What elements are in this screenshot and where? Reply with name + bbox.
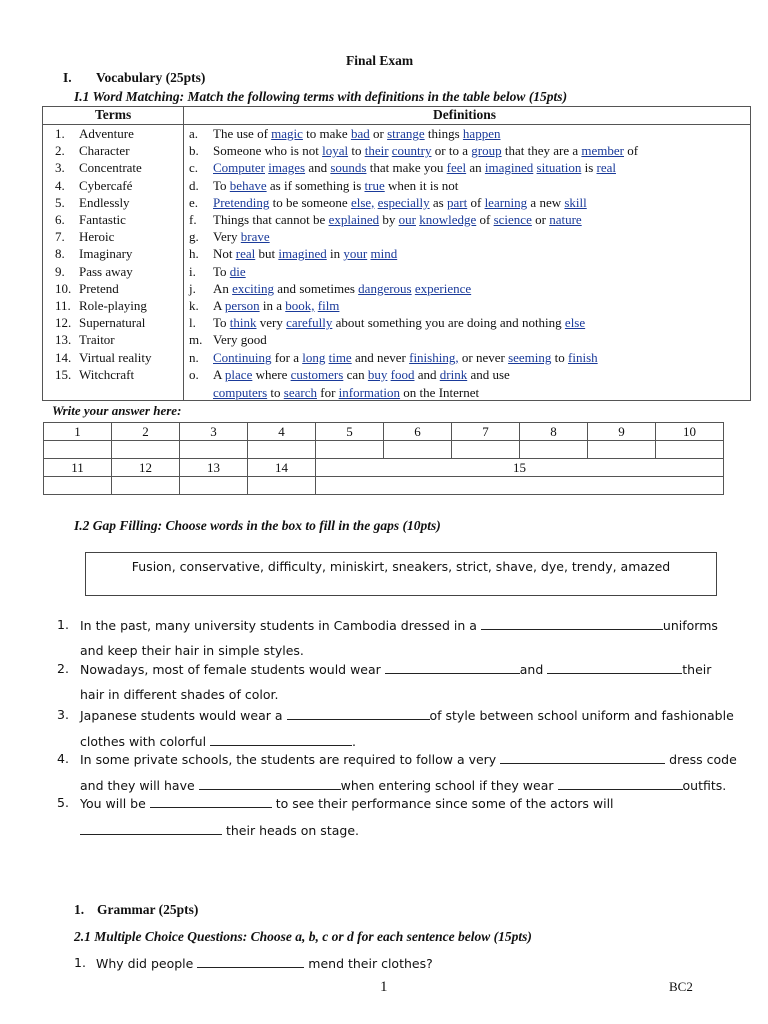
answer-blank[interactable] — [481, 617, 663, 630]
mc-question-1 — [74, 955, 86, 970]
question-text: to see their performance since some of the actors will — [271, 796, 614, 811]
definition-link[interactable]: country — [391, 143, 432, 159]
question-text: . — [352, 734, 357, 749]
terms-header: Terms — [95, 107, 132, 122]
term-number: 8. — [55, 246, 65, 262]
definition-link[interactable]: finishing, — [409, 349, 459, 365]
definition-letter: o. — [189, 366, 199, 382]
gap-question-1-cont — [80, 643, 304, 658]
definition-link[interactable]: experience — [414, 280, 472, 296]
term: Adventure — [79, 126, 134, 141]
definition-link[interactable]: skill — [564, 194, 587, 210]
term-number: 13. — [55, 332, 72, 348]
gap-question-3-cont — [80, 733, 356, 749]
definition-link[interactable]: part — [447, 194, 468, 210]
definition-link[interactable]: member — [581, 143, 624, 159]
gap-question-4 — [57, 751, 69, 766]
definition-link[interactable]: Computer — [213, 160, 265, 176]
answer-number-cell: 5 — [316, 423, 384, 441]
answer-input-cell[interactable] — [180, 477, 248, 495]
answer-input-cell[interactable] — [452, 441, 520, 459]
definition-link[interactable]: situation — [536, 160, 582, 176]
definition-text: Continuing for a long time and never finishing, or never seeming to finish — [213, 349, 598, 365]
question-text: mend their clothes? — [304, 956, 433, 971]
answer-input-cell[interactable] — [248, 477, 316, 495]
definition-letter: j. — [189, 280, 196, 296]
answer-input-cell[interactable] — [588, 441, 656, 459]
gap-question-3-text — [80, 707, 734, 723]
definition-link[interactable]: computers — [213, 385, 268, 400]
part-multiple-choice-title: 2.1 Multiple Choice Questions: Choose a, b, c or d for each sentence below (15pts) — [74, 929, 532, 944]
definition-text: Pretending to be someone else, especially as part of learning a new skill — [213, 194, 587, 210]
definition-link[interactable]: their — [364, 143, 389, 159]
definitions-header: Definitions — [433, 107, 497, 122]
question-number: 4. — [57, 751, 69, 766]
definition-link[interactable]: search — [283, 385, 317, 400]
definition-link[interactable]: dangerous — [358, 280, 412, 296]
definition-letter: h. — [189, 246, 199, 262]
definition-letter: c. — [189, 160, 199, 176]
answer-number-cell: 9 — [588, 423, 656, 441]
definition-link[interactable]: customers — [290, 366, 344, 382]
table-row — [43, 349, 750, 366]
definition-text: Not real but imagined in your mind — [213, 246, 398, 262]
answer-input-cell[interactable] — [112, 477, 180, 495]
definition-link[interactable]: place — [224, 366, 253, 382]
definition-link[interactable]: strange — [387, 126, 425, 141]
definition-link[interactable]: buy — [367, 366, 388, 382]
term-number: 10. — [55, 280, 72, 296]
answer-input-row-1 — [44, 441, 724, 459]
question-number: 3. — [57, 707, 69, 722]
question-number: 1. — [57, 617, 69, 632]
term: Traitor — [79, 332, 115, 348]
definition-link[interactable]: real — [235, 246, 256, 262]
definition-link[interactable]: imagined — [278, 246, 327, 262]
answer-number-cell: 4 — [248, 423, 316, 441]
answer-blank[interactable] — [210, 733, 352, 746]
question-text: and — [519, 662, 548, 677]
table-row — [43, 280, 750, 297]
definition-text: The use of magic to make bad or strange things happen — [213, 126, 501, 141]
term-number: 1. — [55, 126, 65, 141]
definition-letter: b. — [189, 143, 199, 159]
question-text: uniforms — [662, 618, 718, 633]
term: Endlessly — [79, 194, 130, 210]
definition-text: An exciting and sometimes dangerous experience — [213, 280, 472, 296]
definition-link[interactable]: science — [493, 212, 532, 227]
definition-text: A person in a book, film — [213, 298, 340, 313]
term-number: 12. — [55, 315, 72, 331]
table-row — [43, 331, 750, 348]
definition-link[interactable]: brave — [240, 229, 270, 245]
answer-blank[interactable] — [558, 777, 683, 790]
answer-number-cell: 10 — [656, 423, 724, 441]
answer-number-cell: 6 — [384, 423, 452, 441]
gap-question-3 — [57, 707, 69, 722]
question-text: outfits. — [682, 778, 727, 793]
answer-number-cell: 15 — [316, 459, 724, 477]
term-number: 9. — [55, 263, 65, 279]
definition-link[interactable]: book, — [285, 298, 315, 313]
term: Witchcraft — [79, 366, 135, 382]
definition-link[interactable]: person — [224, 298, 260, 313]
answer-blank[interactable] — [287, 707, 430, 720]
term-number: 5. — [55, 194, 65, 210]
term: Imaginary — [79, 246, 133, 262]
definition-link[interactable]: true — [364, 177, 385, 193]
answer-number-cell: 14 — [248, 459, 316, 477]
definition-link[interactable]: seeming — [508, 349, 552, 365]
definition-link[interactable]: real — [596, 160, 616, 176]
definition-link[interactable]: information — [338, 385, 401, 400]
answer-blank[interactable] — [500, 751, 665, 764]
question-number: 1. — [74, 955, 86, 970]
definition-link[interactable]: learning — [484, 194, 528, 210]
page-title: Final Exam — [346, 53, 414, 68]
definition-link[interactable]: feel — [446, 160, 467, 176]
gap-question-2-cont — [80, 687, 278, 702]
term: Pretend — [79, 280, 119, 296]
answer-input-cell[interactable] — [316, 477, 724, 495]
answer-header-row-2 — [44, 459, 724, 477]
definition-continuation: computers to search for information on the Internet — [213, 385, 480, 400]
answer-input-cell[interactable] — [180, 441, 248, 459]
answer-label: Write your answer here: — [52, 403, 182, 418]
answer-number-cell: 13 — [180, 459, 248, 477]
definition-link[interactable]: sounds — [330, 160, 367, 176]
gap-question-2-text — [80, 661, 711, 677]
definition-letter: k. — [189, 298, 199, 313]
answer-input-cell[interactable] — [656, 441, 724, 459]
question-text: Japanese students would wear a — [80, 708, 287, 723]
definition-link[interactable]: loyal — [322, 143, 349, 159]
question-text: and keep their hair in simple styles. — [80, 643, 304, 658]
term-number: 6. — [55, 212, 65, 227]
answer-number-cell: 2 — [112, 423, 180, 441]
table-row — [43, 263, 750, 280]
table-row — [43, 194, 750, 211]
table-row — [43, 314, 750, 331]
definition-letter: e. — [189, 194, 199, 210]
definition-text: Computer images and sounds that make you feel an imagined situation is real — [213, 160, 616, 176]
term: Pass away — [79, 263, 133, 279]
definition-link[interactable]: film — [317, 298, 340, 313]
definition-text: A place where customers can buy food and drink and use — [213, 366, 510, 382]
definition-letter: f. — [189, 212, 197, 227]
definition-link[interactable]: images — [268, 160, 306, 176]
definition-link[interactable]: carefully — [286, 315, 333, 331]
table-row — [43, 142, 750, 159]
definition-letter: n. — [189, 349, 199, 365]
answer-input-cell[interactable] — [248, 441, 316, 459]
definition-text: Someone who is not loyal to their country or to a group that they are a member of — [213, 143, 639, 159]
table-row — [43, 297, 750, 314]
question-text: hair in different shades of color. — [80, 687, 279, 702]
table-row — [43, 177, 750, 194]
definition-link[interactable]: explained — [328, 212, 380, 227]
question-text: of style between school uniform and fashionable — [429, 708, 734, 723]
gap-question-1-text — [80, 617, 718, 633]
definition-link[interactable]: nature — [549, 212, 582, 227]
answer-number-cell: 11 — [44, 459, 112, 477]
section-grammar-title: Grammar (25pts) — [97, 902, 199, 917]
gap-question-1 — [57, 617, 69, 632]
answer-blank[interactable] — [385, 661, 520, 674]
definition-link[interactable]: mind — [370, 246, 398, 262]
term: Heroic — [79, 229, 115, 245]
definition-link[interactable]: group — [471, 143, 502, 159]
section-grammar-number: 1. — [74, 902, 85, 917]
definition-letter: a. — [189, 126, 199, 141]
table-row — [43, 228, 750, 245]
answer-blank[interactable] — [150, 795, 272, 808]
definition-letter: m. — [189, 332, 203, 348]
definition-letter: g. — [189, 229, 199, 245]
term: Supernatural — [79, 315, 146, 331]
term: Cybercafé — [79, 177, 133, 193]
question-text: their heads on stage. — [222, 823, 359, 838]
gap-question-2 — [57, 661, 69, 676]
word-matching-table — [42, 106, 751, 401]
question-text: In the past, many university students in Cambodia dressed in a — [80, 618, 481, 633]
answer-number-cell: 3 — [180, 423, 248, 441]
answer-blank[interactable] — [197, 955, 304, 968]
answer-input-cell[interactable] — [384, 441, 452, 459]
answer-input-cell[interactable] — [44, 477, 112, 495]
answer-blank[interactable] — [80, 822, 222, 835]
question-text: Why did people — [96, 956, 198, 971]
term-number: 15. — [55, 366, 72, 382]
definition-link[interactable]: think — [229, 315, 257, 331]
part-gap-filling-title: I.2 Gap Filling: Choose words in the box to fill in the gaps (10pts) — [74, 518, 441, 533]
answer-input-cell[interactable] — [520, 441, 588, 459]
term: Fantastic — [79, 212, 126, 227]
question-text: and they will have — [80, 778, 199, 793]
mc-question-1-text — [96, 955, 433, 971]
answer-header-row-1 — [44, 423, 724, 441]
term-number: 2. — [55, 143, 65, 159]
question-text: dress code — [665, 752, 737, 767]
table-row — [43, 211, 750, 228]
question-text: clothes with colorful — [80, 734, 211, 749]
definition-letter: l. — [189, 315, 196, 331]
term: Character — [79, 143, 130, 159]
gap-question-5-cont — [80, 822, 359, 838]
definition-link[interactable]: die — [229, 263, 246, 279]
answer-number-cell: 7 — [452, 423, 520, 441]
table-row — [43, 159, 750, 176]
definition-link[interactable]: Continuing — [213, 349, 272, 365]
definition-link[interactable]: knowledge — [419, 212, 477, 227]
definition-link[interactable]: else, — [350, 194, 375, 210]
section-vocabulary-number: I. — [63, 70, 72, 85]
answer-blank[interactable] — [199, 777, 341, 790]
answer-input-cell[interactable] — [44, 441, 112, 459]
table-row — [43, 125, 750, 142]
definition-link[interactable]: imagined — [484, 160, 534, 176]
answer-number-cell: 12 — [112, 459, 180, 477]
term: Concentrate — [79, 160, 142, 176]
definition-link[interactable]: Pretending — [213, 194, 270, 210]
definition-link[interactable]: your — [343, 246, 368, 262]
footer-code: BC2 — [669, 979, 693, 994]
answer-input-row-2 — [44, 477, 724, 495]
definition-text: To die — [213, 263, 246, 279]
answer-input-cell[interactable] — [112, 441, 180, 459]
answer-grid — [43, 422, 724, 495]
question-text: when entering school if they wear — [340, 778, 558, 793]
question-text: You will be — [80, 796, 150, 811]
part-word-matching-title: I.1 Word Matching: Match the following terms with definitions in the table below (15pts) — [74, 89, 568, 104]
definition-link[interactable]: especially — [377, 194, 430, 210]
table-row — [43, 366, 750, 383]
section-vocabulary-title: Vocabulary (25pts) — [96, 70, 206, 85]
definition-letter: d. — [189, 177, 199, 193]
gap-question-5-text — [80, 795, 614, 811]
term-number: 11. — [55, 298, 71, 313]
term: Virtual reality — [79, 349, 152, 365]
definition-link[interactable]: behave — [229, 177, 267, 193]
definition-link[interactable]: time — [328, 349, 352, 365]
definition-text: To think very carefully about something you are doing and nothing else — [213, 315, 586, 331]
question-number: 2. — [57, 661, 69, 676]
table-row — [43, 245, 750, 262]
term-number: 7. — [55, 229, 65, 245]
gap-question-4-text — [80, 751, 737, 767]
gap-question-4-cont — [80, 777, 726, 793]
term-number: 14. — [55, 349, 72, 365]
definition-link[interactable]: our — [398, 212, 416, 227]
definition-text: Very good — [213, 332, 267, 348]
definition-text: To behave as if something is true when it is not — [213, 177, 459, 193]
answer-input-cell[interactable] — [316, 441, 384, 459]
word-box-words: Fusion, conservative, difficulty, miniskirt, sneakers, strict, shave, dye, trendy, amazed — [131, 559, 671, 574]
definition-link[interactable]: long — [302, 349, 326, 365]
answer-number-cell: 8 — [520, 423, 588, 441]
question-text: In some private schools, the students are required to follow a very — [80, 752, 501, 767]
answer-number-cell: 1 — [44, 423, 112, 441]
definition-link[interactable]: exciting — [232, 280, 275, 296]
definition-link[interactable]: food — [390, 366, 415, 382]
question-number: 5. — [57, 795, 69, 810]
question-text: their — [682, 662, 712, 677]
definition-link[interactable]: magic — [271, 126, 303, 141]
page-number: 1 — [380, 979, 388, 995]
term: Role-playing — [79, 298, 147, 313]
definition-link[interactable]: bad — [350, 126, 370, 141]
definition-link[interactable]: drink — [439, 366, 468, 382]
definition-letter: i. — [189, 263, 196, 279]
answer-blank[interactable] — [547, 661, 682, 674]
definition-link[interactable]: happen — [462, 126, 501, 141]
gap-question-5 — [57, 795, 69, 810]
term-number: 4. — [55, 177, 65, 193]
definition-text: Things that cannot be explained by our knowledge of science or nature — [213, 212, 582, 227]
definition-link[interactable]: finish — [568, 349, 598, 365]
question-text: Nowadays, most of female students would wear — [80, 662, 385, 677]
term-number: 3. — [55, 160, 65, 176]
definition-text: Very brave — [213, 229, 270, 245]
word-box — [85, 552, 717, 596]
definition-link[interactable]: else — [564, 315, 586, 331]
definition-continuation-row — [43, 384, 750, 401]
